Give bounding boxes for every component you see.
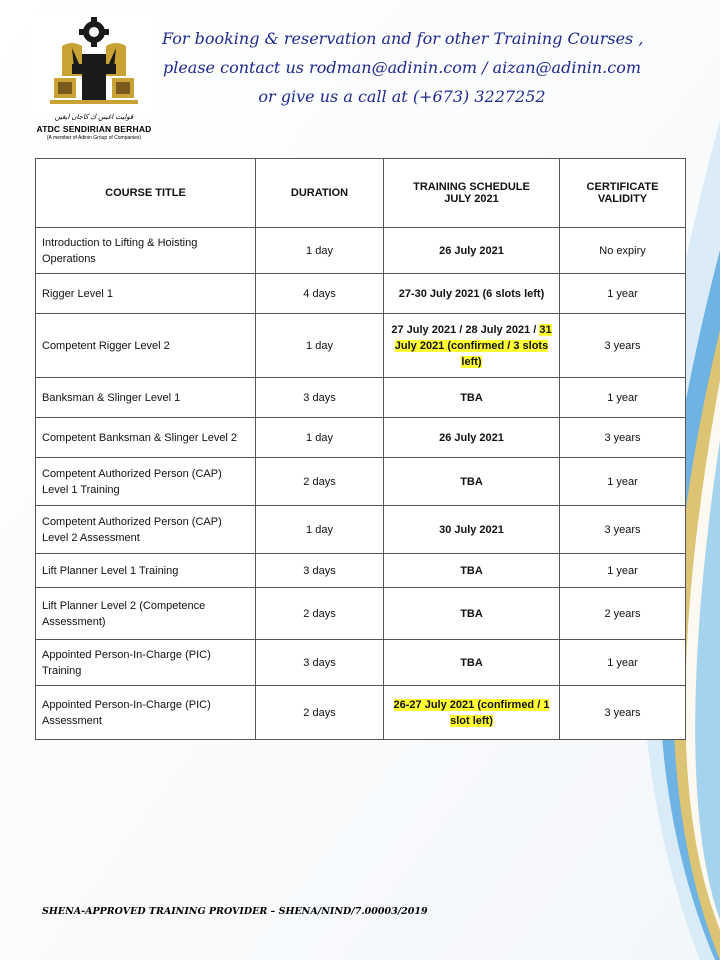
duration-cell: 3 days	[256, 554, 384, 588]
table-row	[36, 554, 686, 588]
schedule-text-part-1: 27 July 2021 / 28 July 2021 /	[391, 323, 537, 336]
duration-cell: 2 days	[256, 686, 384, 740]
header-certificate-validity	[560, 159, 686, 228]
validity-cell: No expiry	[560, 228, 686, 274]
schedule-cell	[384, 314, 560, 378]
schedule-highlight: 26-27 July 2021 (confirmed / 1 slot left)	[393, 698, 550, 727]
course-title-cell: Competent Rigger Level 2	[36, 314, 256, 378]
schedule-cell: TBA	[384, 588, 560, 640]
logo-company-name: ATDC SENDIRIAN BERHAD	[36, 124, 152, 134]
header-schedule-line-2: JULY 2021	[444, 193, 499, 205]
course-title-cell: Lift Planner Level 2 (Competence Assessment)	[36, 588, 256, 640]
course-title-cell: Lift Planner Level 1 Training	[36, 554, 256, 588]
schedule-cell: 30 July 2021	[384, 506, 560, 554]
course-title-cell: Appointed Person-In-Charge (PIC) Assessment	[36, 686, 256, 740]
logo-emblem-icon	[32, 16, 156, 116]
validity-cell: 1 year	[560, 554, 686, 588]
validity-cell: 3 years	[560, 686, 686, 740]
schedule-cell: TBA	[384, 554, 560, 588]
contact-line-3: or give us a call at (+673) 3227252	[258, 87, 546, 106]
duration-cell: 2 days	[256, 588, 384, 640]
validity-cell: 1 year	[560, 378, 686, 418]
header-validity-line-1: CERTIFICATE	[586, 181, 659, 193]
duration-cell: 1 day	[256, 418, 384, 458]
schedule-cell: TBA	[384, 378, 560, 418]
validity-cell: 1 year	[560, 640, 686, 686]
contact-line-1: For booking & reservation and for other Training Courses ,	[162, 29, 644, 48]
schedule-cell	[384, 686, 560, 740]
header-training-schedule	[384, 159, 560, 228]
course-title-cell: Competent Authorized Person (CAP) Level 2 Assessment	[36, 506, 256, 554]
duration-cell: 1 day	[256, 314, 384, 378]
logo-arabic-text: قوليت اغينن ك كاجان ايغين	[54, 114, 134, 121]
table-row	[36, 458, 686, 506]
schedule-cell: 26 July 2021	[384, 418, 560, 458]
table-row	[36, 686, 686, 740]
duration-cell: 3 days	[256, 378, 384, 418]
course-title-cell: Introduction to Lifting & Hoisting Operations	[36, 228, 256, 274]
validity-cell: 3 years	[560, 506, 686, 554]
header-duration: DURATION	[256, 159, 384, 228]
logo-subtitle: (A member of Adinin Group of Companies)	[46, 135, 142, 141]
training-schedule-table	[35, 158, 686, 740]
header-schedule-line-1: TRAINING SCHEDULE	[413, 181, 530, 193]
course-title-cell: Appointed Person-In-Charge (PIC) Training	[36, 640, 256, 686]
validity-cell: 2 years	[560, 588, 686, 640]
table-row	[36, 314, 686, 378]
schedule-highlight: 31 July 2021 (confirmed / 3 slots left)	[394, 323, 552, 368]
schedule-cell: TBA	[384, 458, 560, 506]
table-row	[36, 378, 686, 418]
company-logo	[32, 16, 156, 144]
schedule-cell: TBA	[384, 640, 560, 686]
footer-accreditation: SHENA-APPROVED TRAINING PROVIDER – SHENA/NIND/7.00003/2019	[42, 906, 428, 917]
duration-cell: 2 days	[256, 458, 384, 506]
duration-cell: 3 days	[256, 640, 384, 686]
validity-cell: 3 years	[560, 314, 686, 378]
table-header-row	[36, 159, 686, 228]
course-title-cell: Banksman & Slinger Level 1	[36, 378, 256, 418]
duration-cell: 4 days	[256, 274, 384, 314]
validity-cell: 1 year	[560, 274, 686, 314]
table-row	[36, 588, 686, 640]
table-row	[36, 418, 686, 458]
table-row	[36, 228, 686, 274]
duration-cell: 1 day	[256, 506, 384, 554]
contact-line-2: please contact us rodman@adinin.com / aizan@adinin.com	[162, 58, 642, 77]
header-course-title: COURSE TITLE	[36, 159, 256, 228]
course-title-cell: Competent Banksman & Slinger Level 2	[36, 418, 256, 458]
contact-info	[162, 24, 642, 111]
header-validity-line-2: VALIDITY	[597, 193, 648, 205]
table-row	[36, 640, 686, 686]
schedule-cell: 27-30 July 2021 (6 slots left)	[384, 274, 560, 314]
table-row	[36, 506, 686, 554]
duration-cell: 1 day	[256, 228, 384, 274]
course-title-cell: Rigger Level 1	[36, 274, 256, 314]
table-row	[36, 274, 686, 314]
schedule-cell: 26 July 2021	[384, 228, 560, 274]
course-title-cell: Competent Authorized Person (CAP) Level 1 Training	[36, 458, 256, 506]
validity-cell: 3 years	[560, 418, 686, 458]
validity-cell: 1 year	[560, 458, 686, 506]
